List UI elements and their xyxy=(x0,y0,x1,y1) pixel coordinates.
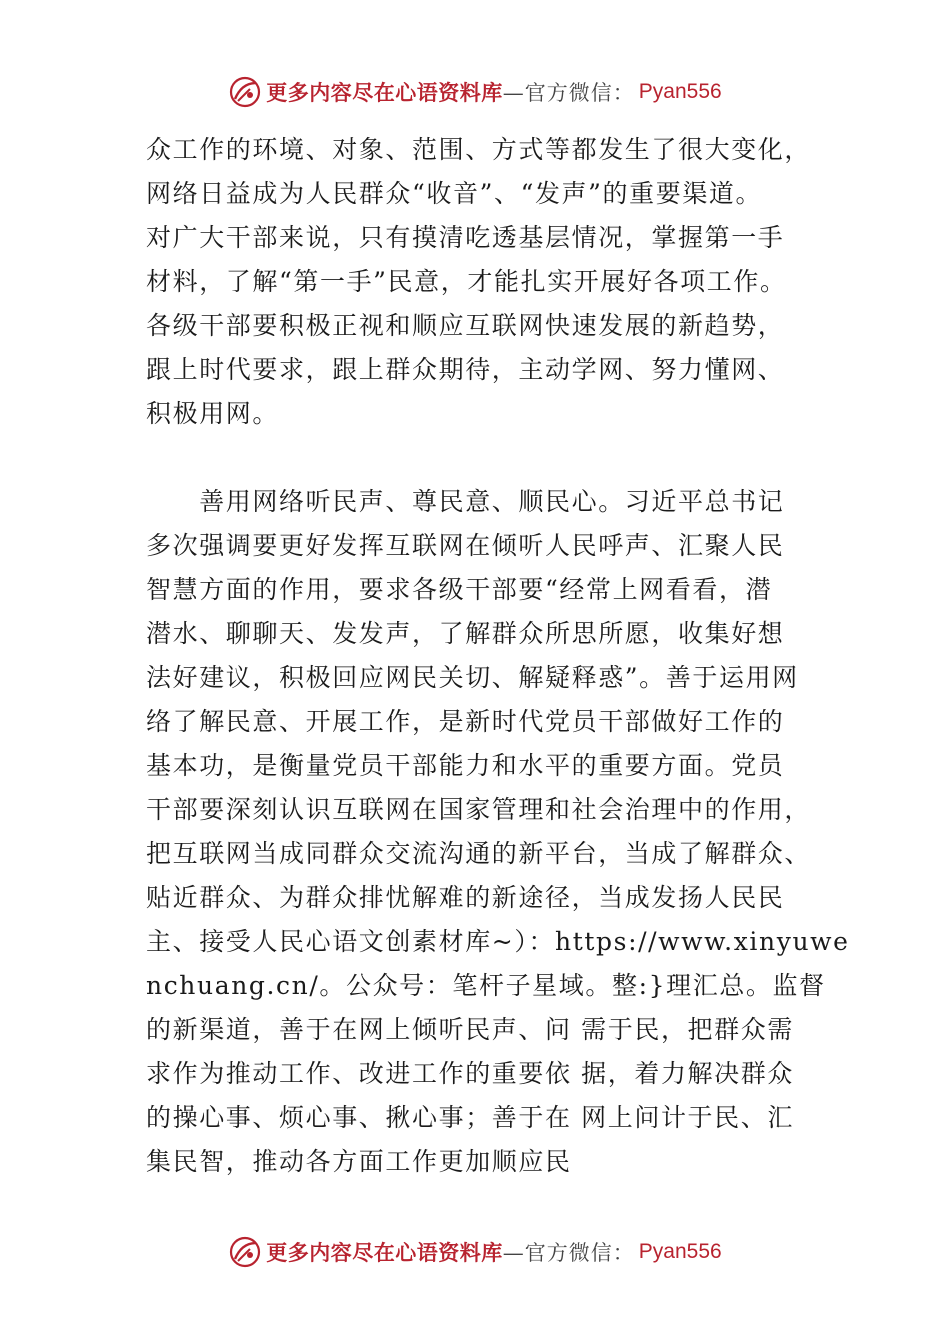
text-line: 积极用网。 xyxy=(146,399,280,428)
banner-title: 更多内容尽在心语资料库 xyxy=(266,1240,503,1265)
banner-subtitle: —官方微信： xyxy=(502,81,635,105)
text-line: 各级干部要积极正视和顺应互联网快速发展的新趋势， xyxy=(146,311,785,340)
text-line: 干部要深刻认识互联网在国家管理和社会治理中的作用， xyxy=(146,795,812,824)
banner-wechat-id: Pyan556 xyxy=(638,1240,722,1263)
paragraph-1 xyxy=(146,128,836,436)
banner-title: 更多内容尽在心语资料库 xyxy=(266,80,503,105)
text-line: 的操心事、烦心事、揪心事；善于在 网上问计于民、汇 xyxy=(146,1103,794,1132)
footer-banner xyxy=(0,1230,950,1274)
text-line: 基本功，是衡量党员干部能力和水平的重要方面。党员 xyxy=(146,751,785,780)
header-banner xyxy=(0,70,950,114)
text-line: 络了解民意、开展工作，是新时代党员干部做好工作的 xyxy=(146,707,785,736)
banner-subtitle: —官方微信： xyxy=(502,1241,635,1265)
text-line: 潜水、聊聊天、发发声，了解群众所思所愿，收集好想 xyxy=(146,619,785,648)
text-line: 集民智，推动各方面工作更加顺应民 xyxy=(146,1147,572,1176)
text-line: 主、接受人民心语文创素材库~）：https://www.xinyuwe xyxy=(146,927,850,956)
text-line: 对广大干部来说，只有摸清吃透基层情况，掌握第一手 xyxy=(146,223,785,252)
text-line: 的新渠道，善于在网上倾听民声、问 需于民，把群众需 xyxy=(146,1015,794,1044)
text-line: 众工作的环境、对象、范围、方式等都发生了很大变化， xyxy=(146,135,812,164)
text-line: 材料，了解“第一手”民意，才能扎实开展好各项工作。 xyxy=(146,267,787,296)
brand-logo-icon xyxy=(228,75,262,109)
text-line: 善用网络听民声、尊民意、顺民心。习近平总书记 xyxy=(146,487,785,516)
banner-wechat-id: Pyan556 xyxy=(638,80,722,103)
paragraph-2 xyxy=(146,480,850,1184)
text-line: nchuang.cn/。公众号：笔杆子星域。整:}理汇总。监督 xyxy=(146,971,826,1000)
text-line: 贴近群众、为群众排忧解难的新途径，当成发扬人民民 xyxy=(146,883,785,912)
text-line: 法好建议，积极回应网民关切、解疑释惑”。善于运用网 xyxy=(146,663,799,692)
text-line: 网络日益成为人民群众“收音”、“发声”的重要渠道。 xyxy=(146,179,763,208)
text-line: 把互联网当成同群众交流沟通的新平台，当成了解群众、 xyxy=(146,839,812,868)
text-line: 智慧方面的作用，要求各级干部要“经常上网看看，潜 xyxy=(146,575,773,604)
text-line: 跟上时代要求，跟上群众期待，主动学网、努力懂网、 xyxy=(146,355,785,384)
brand-logo-icon xyxy=(228,1235,262,1269)
text-line: 多次强调要更好发挥互联网在倾听人民呼声、汇聚人民 xyxy=(146,531,785,560)
text-line: 求作为推动工作、改进工作的重要依 据，着力解决群众 xyxy=(146,1059,794,1088)
